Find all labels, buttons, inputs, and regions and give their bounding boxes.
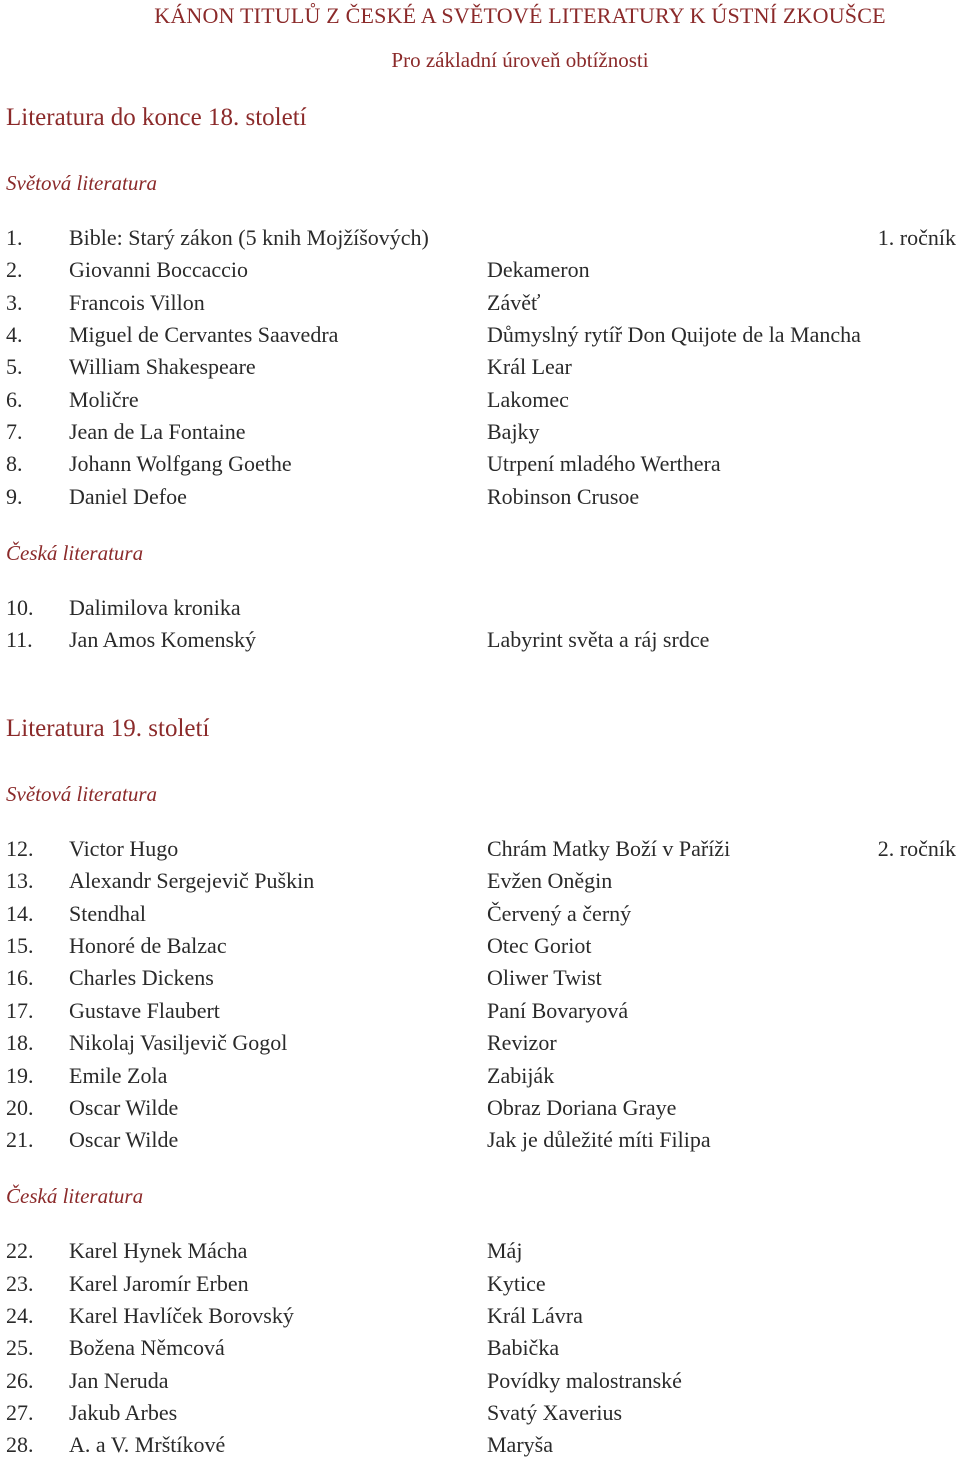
- item-work: Dekameron: [487, 257, 590, 282]
- item-number: 19.: [6, 1063, 34, 1088]
- list-item: [0, 354, 960, 384]
- item-author: Johann Wolfgang Goethe: [69, 451, 292, 476]
- item-work: Máj: [487, 1238, 523, 1263]
- list-item: [0, 1238, 960, 1268]
- item-author: Daniel Defoe: [69, 484, 187, 509]
- item-work: Chrám Matky Boží v Paříži: [487, 836, 731, 861]
- item-work: Bajky: [487, 419, 540, 444]
- list-item: [0, 998, 960, 1028]
- item-work: Oliwer Twist: [487, 965, 602, 990]
- group-title: Světová literatura: [6, 171, 158, 195]
- item-number: 7.: [6, 419, 23, 444]
- item-author: Jan Neruda: [69, 1368, 169, 1393]
- document-title: KÁNON TITULŮ Z ČESKÉ A SVĚTOVÉ LITERATURY K ÚSTNÍ ZKOUŠCE: [154, 3, 886, 28]
- item-number: 26.: [6, 1368, 34, 1393]
- group-title: Česká literatura: [6, 1184, 144, 1208]
- item-number: 3.: [6, 290, 23, 315]
- list-item: [0, 1368, 960, 1398]
- item-author: Karel Jaromír Erben: [69, 1271, 249, 1296]
- item-author: Oscar Wilde: [69, 1095, 179, 1120]
- item-number: 13.: [6, 868, 34, 893]
- item-work: Otec Goriot: [487, 933, 592, 958]
- item-number: 6.: [6, 387, 23, 412]
- item-work: Lakomec: [487, 387, 569, 412]
- item-author: Dalimilova kronika: [69, 595, 241, 620]
- list-item: [0, 1127, 960, 1157]
- item-work: Maryša: [487, 1432, 553, 1457]
- item-number: 22.: [6, 1238, 34, 1263]
- item-number: 1.: [6, 225, 23, 250]
- item-number: 8.: [6, 451, 23, 476]
- item-work: Utrpení mladého Werthera: [487, 451, 721, 476]
- list-item: [0, 933, 960, 963]
- item-work: Důmyslný rytíř Don Quijote de la Mancha: [487, 322, 861, 347]
- item-work: Svatý Xaverius: [487, 1400, 623, 1425]
- item-number: 25.: [6, 1335, 34, 1360]
- item-author: Bible: Starý zákon (5 knih Mojžíšových): [69, 225, 429, 250]
- document-subtitle: Pro základní úroveň obtížnosti: [391, 48, 649, 72]
- item-number: 12.: [6, 836, 34, 861]
- list-item: [0, 387, 960, 417]
- list-item: [0, 1432, 960, 1462]
- item-number: 23.: [6, 1271, 34, 1296]
- item-number: 5.: [6, 354, 23, 379]
- item-number: 21.: [6, 1127, 34, 1152]
- item-number: 17.: [6, 998, 34, 1023]
- item-work: Závěť: [487, 290, 541, 315]
- list-item: [0, 225, 960, 255]
- item-author: Honoré de Balzac: [69, 933, 227, 958]
- item-work: Kytice: [487, 1271, 546, 1296]
- item-author: Alexandr Sergejevič Puškin: [69, 868, 315, 893]
- item-work: Jak je důležité míti Filipa: [487, 1127, 711, 1152]
- list-item: [0, 419, 960, 449]
- item-author: A. a V. Mrštíkové: [69, 1432, 226, 1457]
- item-work: Král Lear: [487, 354, 572, 379]
- item-number: 2.: [6, 257, 23, 282]
- group-title: Světová literatura: [6, 782, 158, 806]
- item-author: Emile Zola: [69, 1063, 168, 1088]
- item-author: Stendhal: [69, 901, 146, 926]
- item-author: Moličre: [69, 387, 139, 412]
- item-number: 27.: [6, 1400, 34, 1425]
- item-number: 10.: [6, 595, 34, 620]
- item-work: Obraz Doriana Graye: [487, 1095, 677, 1120]
- item-number: 11.: [6, 627, 33, 652]
- list-item: [0, 1030, 960, 1060]
- item-author: Božena Němcová: [69, 1335, 225, 1360]
- item-number: 28.: [6, 1432, 34, 1457]
- list-item: [0, 1303, 960, 1333]
- item-work: Červený a černý: [487, 901, 632, 926]
- item-work: Revizor: [487, 1030, 557, 1055]
- item-work: Král Lávra: [487, 1303, 583, 1328]
- item-year: 2. ročník: [877, 836, 956, 861]
- list-item: [0, 1095, 960, 1125]
- item-author: Karel Havlíček Borovský: [69, 1303, 294, 1328]
- item-author: Nikolaj Vasiljevič Gogol: [69, 1030, 288, 1055]
- section-title: Literatura do konce 18. století: [6, 104, 307, 131]
- item-number: 9.: [6, 484, 23, 509]
- item-year: 1. ročník: [877, 225, 956, 250]
- list-item: [0, 1063, 960, 1093]
- list-item: [0, 1335, 960, 1365]
- item-author: Gustave Flaubert: [69, 998, 220, 1023]
- item-author: Jakub Arbes: [69, 1400, 178, 1425]
- item-author: Victor Hugo: [69, 836, 179, 861]
- list-item: [0, 627, 960, 657]
- item-work: Povídky malostranské: [487, 1368, 682, 1393]
- item-work: Zabiják: [487, 1063, 555, 1088]
- list-item: [0, 595, 960, 625]
- list-item: [0, 901, 960, 931]
- item-work: Paní Bovaryová: [487, 998, 629, 1023]
- list-item: [0, 322, 960, 352]
- item-number: 24.: [6, 1303, 34, 1328]
- item-work: Labyrint světa a ráj srdce: [487, 627, 710, 652]
- list-item: [0, 257, 960, 287]
- section-title: Literatura 19. století: [6, 715, 210, 742]
- item-work: Babička: [487, 1335, 560, 1360]
- item-number: 18.: [6, 1030, 34, 1055]
- list-item: [0, 451, 960, 481]
- group-title: Česká literatura: [6, 541, 144, 565]
- list-item: [0, 484, 960, 514]
- item-author: Oscar Wilde: [69, 1127, 179, 1152]
- item-author: William Shakespeare: [69, 354, 256, 379]
- item-work: Robinson Crusoe: [487, 484, 640, 509]
- item-number: 15.: [6, 933, 34, 958]
- list-item: [0, 836, 960, 866]
- item-author: Jean de La Fontaine: [69, 419, 246, 444]
- list-item: [0, 1271, 960, 1301]
- item-number: 4.: [6, 322, 23, 347]
- list-item: [0, 965, 960, 995]
- item-number: 14.: [6, 901, 34, 926]
- item-author: Francois Villon: [69, 290, 205, 315]
- item-number: 20.: [6, 1095, 34, 1120]
- item-author: Charles Dickens: [69, 965, 214, 990]
- item-number: 16.: [6, 965, 34, 990]
- list-item: [0, 868, 960, 898]
- item-author: Jan Amos Komenský: [69, 627, 256, 652]
- item-author: Miguel de Cervantes Saavedra: [69, 322, 339, 347]
- item-author: Karel Hynek Mácha: [69, 1238, 248, 1263]
- item-author: Giovanni Boccaccio: [69, 257, 248, 282]
- list-item: [0, 290, 960, 320]
- list-item: [0, 1400, 960, 1430]
- item-work: Evžen Oněgin: [487, 868, 613, 893]
